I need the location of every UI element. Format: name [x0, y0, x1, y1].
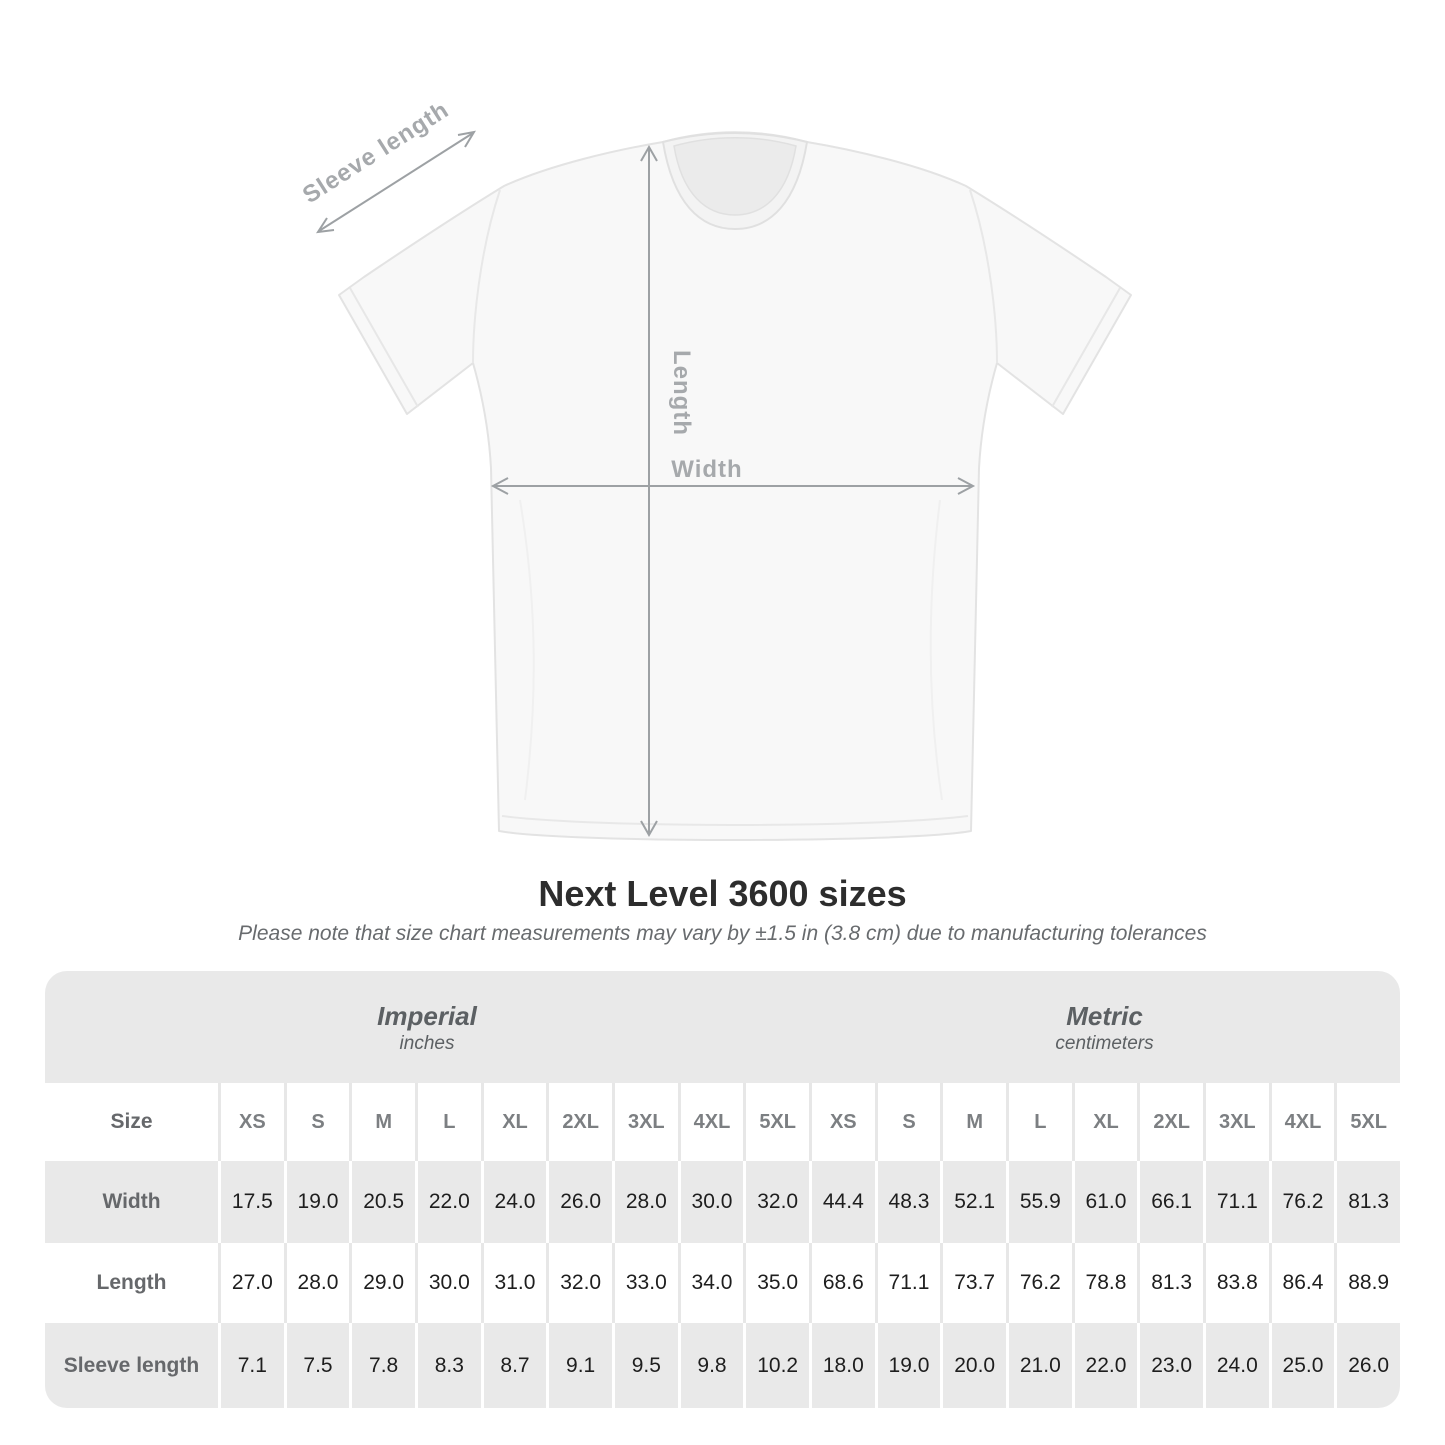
size-header-imperial-l: L	[415, 1083, 481, 1161]
table-cell: 68.6	[809, 1243, 875, 1323]
row-label: Width	[102, 1190, 161, 1213]
unit-group-imperial	[45, 971, 809, 1083]
size-header-imperial-s: S	[284, 1083, 350, 1161]
table-cell: 71.1	[1203, 1161, 1269, 1243]
table-cell: 23.0	[1137, 1323, 1203, 1408]
size-header-metric-l: L	[1006, 1083, 1072, 1161]
table-cell: 24.0	[1203, 1323, 1269, 1408]
table-row-sleeve-length	[45, 1323, 1400, 1408]
table-row-width	[45, 1161, 1400, 1243]
measurement-rows	[45, 1161, 1400, 1408]
imperial-label: Imperial	[377, 1001, 477, 1031]
table-row-length	[45, 1243, 1400, 1323]
table-cell: 19.0	[875, 1323, 941, 1408]
table-cell: 10.2	[743, 1323, 809, 1408]
size-table	[45, 971, 1400, 1408]
size-header-imperial-2xl: 2XL	[546, 1083, 612, 1161]
size-header-imperial-xl: XL	[481, 1083, 547, 1161]
page-subtitle: Please note that size chart measurements may vary by ±1.5 in (3.8 cm) due to manufacturing tolerances	[238, 922, 1207, 945]
row-label: Sleeve length	[63, 1353, 200, 1377]
table-cell: 30.0	[415, 1243, 481, 1323]
table-cell: 81.3	[1334, 1161, 1400, 1243]
table-cell: 32.0	[743, 1161, 809, 1243]
table-cell: 61.0	[1072, 1161, 1138, 1243]
table-cell: 21.0	[1006, 1323, 1072, 1408]
table-cell: 86.4	[1269, 1243, 1335, 1323]
table-cell: 19.0	[284, 1161, 350, 1243]
table-cell: 9.5	[612, 1323, 678, 1408]
row-label: Length	[96, 1271, 167, 1294]
size-header-metric-4xl: 4XL	[1269, 1083, 1335, 1161]
imperial-unit: inches	[399, 1033, 455, 1054]
table-cell: 76.2	[1006, 1243, 1072, 1323]
table-cell: 29.0	[349, 1243, 415, 1323]
table-cell: 31.0	[481, 1243, 547, 1323]
table-cell: 7.1	[218, 1323, 284, 1408]
table-cell: 22.0	[1072, 1323, 1138, 1408]
table-cell: 35.0	[743, 1243, 809, 1323]
table-cell: 22.0	[415, 1161, 481, 1243]
table-cell: 55.9	[1006, 1161, 1072, 1243]
table-cell: 83.8	[1203, 1243, 1269, 1323]
size-header-metric-5xl: 5XL	[1334, 1083, 1400, 1161]
table-cell: 52.1	[940, 1161, 1006, 1243]
table-cell: 32.0	[546, 1243, 612, 1323]
table-cell: 20.0	[940, 1323, 1006, 1408]
table-cell: 28.0	[284, 1243, 350, 1323]
table-cell: 17.5	[218, 1161, 284, 1243]
size-header-row	[45, 1083, 1400, 1161]
table-cell: 66.1	[1137, 1161, 1203, 1243]
metric-label: Metric	[1066, 1001, 1143, 1031]
size-header-imperial-xs: XS	[218, 1083, 284, 1161]
table-cell: 24.0	[481, 1161, 547, 1243]
table-cell: 78.8	[1072, 1243, 1138, 1323]
table-cell: 71.1	[875, 1243, 941, 1323]
unit-group-metric	[809, 971, 1400, 1083]
table-cell: 81.3	[1137, 1243, 1203, 1323]
size-header-metric-m: M	[940, 1083, 1006, 1161]
table-cell: 88.9	[1334, 1243, 1400, 1323]
table-cell: 7.8	[349, 1323, 415, 1408]
table-cell: 7.5	[284, 1323, 350, 1408]
length-label: Length	[668, 350, 695, 436]
size-header-metric-xs: XS	[809, 1083, 875, 1161]
table-cell: 33.0	[612, 1243, 678, 1323]
metric-unit: centimeters	[1055, 1033, 1154, 1054]
table-cell: 44.4	[809, 1161, 875, 1243]
size-header-metric-2xl: 2XL	[1137, 1083, 1203, 1161]
page-title: Next Level 3600 sizes	[538, 873, 907, 914]
table-cell: 25.0	[1269, 1323, 1335, 1408]
table-cell: 9.8	[678, 1323, 744, 1408]
table-cell: 76.2	[1269, 1161, 1335, 1243]
table-cell: 26.0	[1334, 1323, 1400, 1408]
size-corner-label: Size	[110, 1110, 153, 1133]
width-label: Width	[671, 456, 743, 483]
size-header-imperial-5xl: 5XL	[743, 1083, 809, 1161]
table-cell: 8.3	[415, 1323, 481, 1408]
table-cell: 73.7	[940, 1243, 1006, 1323]
table-cell: 28.0	[612, 1161, 678, 1243]
table-cell: 20.5	[349, 1161, 415, 1243]
table-cell: 48.3	[875, 1161, 941, 1243]
sleeve-length-label: Sleeve length	[297, 96, 454, 210]
table-cell: 26.0	[546, 1161, 612, 1243]
size-header-imperial-4xl: 4XL	[678, 1083, 744, 1161]
table-cell: 18.0	[809, 1323, 875, 1408]
size-header-imperial-3xl: 3XL	[612, 1083, 678, 1161]
table-cell: 9.1	[546, 1323, 612, 1408]
size-header-metric-s: S	[875, 1083, 941, 1161]
size-header-metric-xl: XL	[1072, 1083, 1138, 1161]
table-cell: 27.0	[218, 1243, 284, 1323]
table-cell: 34.0	[678, 1243, 744, 1323]
size-header-imperial-m: M	[349, 1083, 415, 1161]
table-cell: 30.0	[678, 1161, 744, 1243]
table-header-band	[45, 971, 1400, 1083]
table-cell: 8.7	[481, 1323, 547, 1408]
size-header-metric-3xl: 3XL	[1203, 1083, 1269, 1161]
